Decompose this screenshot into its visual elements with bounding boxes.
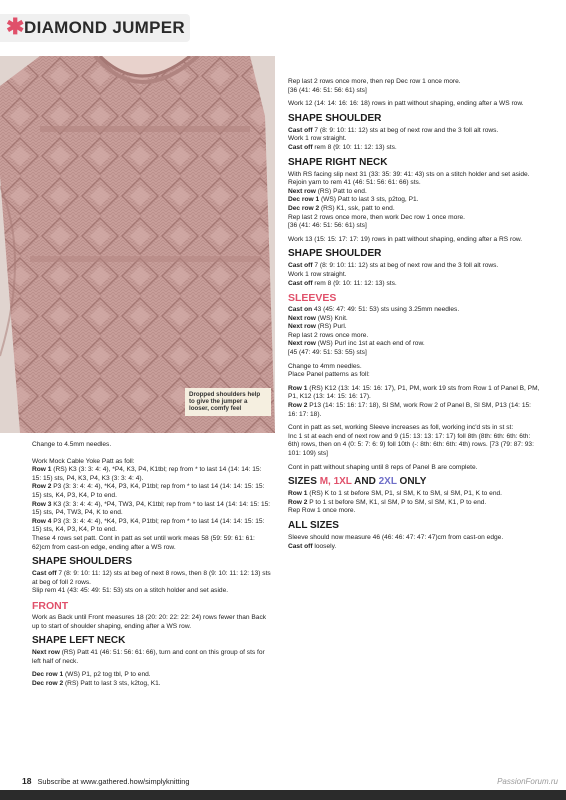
- section-heading: SHAPE RIGHT NECK: [288, 156, 388, 168]
- text: Cast off loosely.: [288, 542, 337, 550]
- row-instruction: Row 3 K3 (3: 3: 4: 4: 4), *P4, TW3, P4, K1tbl; rep from * to last 14 (14: 14: 15: 15: 15) sts, P4, TW3, P4, K to end.: [32, 500, 271, 517]
- text: Cast on 43 (45: 47: 49: 51: 53) sts using 3.25mm needles.: [288, 306, 460, 314]
- text: Rep last 2 rows once more, then rep Dec row 1 once more.: [288, 78, 461, 85]
- section-heading: SHAPE LEFT NECK: [32, 635, 126, 647]
- jumper-image: [0, 56, 275, 433]
- text: Dec row 1 (WS) Patt to last 3 sts, p2tog, P1.: [288, 196, 419, 204]
- text: Cast off 7 (8: 9: 10: 11: 12) sts at beg of next 8 rows, then 8 (9: 10: 11: 12: 13) sts at beg of foll 2 rows.: [32, 570, 271, 586]
- text: Next row (WS) Purl inc 1st at each end of row.: [288, 340, 425, 348]
- subscribe-link[interactable]: Subscribe at www.gathered.how/simplyknitting: [37, 777, 190, 786]
- page-number: 18: [22, 776, 32, 786]
- text: Change to 4.5mm needles.: [32, 441, 112, 448]
- text: Slip rem 41 (43: 45: 49: 51: 53) sts on a stitch holder and set aside.: [32, 587, 229, 595]
- text: Row 1 (RS) K to 1 st before SM, P1, sl SM, K to SM, sl SM, P1, K to end.: [288, 490, 503, 498]
- right-column: [288, 78, 540, 551]
- section-heading: SHAPE SHOULDER: [288, 248, 382, 260]
- row-instruction: Row 4 P3 (3: 3: 4: 4: 4), *K4, P3, K4, P1tbl; rep from * to last 14 (14: 14: 15: 15: 15) sts, K4, P3, K4, P to end.: [32, 517, 265, 534]
- text: Work 1 row straight.: [288, 270, 347, 278]
- watermark: PassionForum.ru: [497, 777, 558, 786]
- section-heading: FRONT: [32, 599, 69, 612]
- text: Dec row 2 (RS) K1, ssk, patt to end.: [288, 204, 395, 212]
- text: Work Mock Cable Yoke Patt as foll:: [32, 457, 135, 465]
- text: Cast off 7 (8: 9: 10: 11: 12) sts at beg of next row and the 3 foll alt rows.: [288, 126, 499, 134]
- text: [45 (47: 49: 51: 53: 55) sts]: [288, 349, 367, 357]
- text: Row 2 P13 (14: 15: 16: 17: 18), Sl SM, work Row 2 of Panel B, Sl SM, P13 (14: 15: 16: 17: 18).: [288, 402, 531, 418]
- section-heading: ALL SIZES: [288, 519, 339, 531]
- text: Place Panel patterns as foll:: [288, 371, 370, 379]
- text: Work 12 (14: 14: 16: 16: 18) rows in patt without shaping, ending after a WS row.: [288, 100, 524, 108]
- section-heading: SIZES M, 1XL AND 2XL ONLY: [288, 476, 427, 488]
- text: Dec row 1 (WS) P1, p2 tog tbl, P to end.: [32, 671, 151, 679]
- photo-caption: Dropped shoulders help to give the jumper a looser, comfy feel: [185, 388, 271, 416]
- jumper-photo: [0, 56, 275, 433]
- footer: [22, 776, 189, 786]
- text: Cont in patt as set, working Sleeve increases as foll, working inc'd sts in st st:: [288, 424, 514, 432]
- section-heading: SHAPE SHOULDERS: [32, 556, 133, 568]
- text: [36 (41: 46: 51: 56: 61) sts]: [288, 222, 367, 230]
- text: Next row (WS) Knit.: [288, 314, 348, 322]
- text: With RS facing slip next 31 (33: 35: 39: 41: 43) sts on a stitch holder and set aside. Rejoin yarn to rem 41 (46: 51: 56: 61: 66) sts.: [288, 170, 530, 187]
- text: Cast off 7 (8: 9: 10: 11: 12) sts at beg of next row and the 3 foll alt rows.: [288, 262, 499, 270]
- text: Next row (RS) Patt to end.: [288, 187, 367, 195]
- text: Work 13 (15: 15: 17: 17: 19) rows in patt without shaping, ending after a RS row.: [288, 235, 523, 243]
- text: Rep last 2 rows once more, then work Dec row 1 once more.: [288, 213, 466, 221]
- text: Cont in patt without shaping until 8 reps of Panel B are complete.: [288, 463, 478, 471]
- section-heading: SHAPE SHOULDER: [288, 112, 382, 124]
- left-column: [32, 441, 272, 688]
- row-instruction: Row 2 P3 (3: 3: 4: 4: 4), *K4, P3, K4, P1tbl; rep from * to last 14 (14: 14: 15: 15: 15) sts, K4, P3, K4, P to end.: [32, 483, 265, 499]
- page-title: DIAMOND JUMPER: [24, 18, 185, 37]
- asterisk-icon: ✱: [6, 14, 25, 39]
- text: These 4 rows set patt. Cont in patt as set until work meas 58 (59: 59: 61: 61: 62)cm from cast-on edge, ending after a WS row.: [32, 534, 255, 551]
- text: Sleeve should now measure 46 (46: 46: 47: 47: 47)cm from cast-on edge.: [288, 533, 504, 541]
- text: Rep Row 1 once more.: [288, 507, 356, 515]
- text: Row 2 P to 1 st before SM, K1, sl SM, P to SM, sl SM, K1, P to end.: [288, 498, 487, 506]
- text: Cast off rem 8 (9: 10: 11: 12: 13) sts.: [288, 143, 397, 151]
- text: Inc 1 st at each end of next row and 9 (15: 13: 13: 17: 17) foll 8th (8th: 6th: 6th: 6th: 6th) rows, then on 4 (0: 5: 7: 6: 9) foll 10th (-: 8th: 6th: 6th: 4th) rows. [73 (79: 87: 93: 101: 109) sts]: [288, 432, 534, 457]
- section-heading: SLEEVES: [288, 292, 337, 305]
- text: Row 1 (RS) K12 (13: 14: 15: 16: 17), P1, PM, work 19 sts from Row 1 of Panel B, PM, P1, K12 (13: 14: 15: 16: 17).: [288, 384, 540, 401]
- text: Next row (RS) Patt 41 (46: 51: 56: 61: 66), turn and cont on this group of sts for left half of neck.: [32, 649, 265, 665]
- row-instruction: Row 1 (RS) K3 (3: 3: 4: 4), *P4, K3, P4, K1tbl; rep from * to last 14 (14: 14: 15: 15: 15) sts, P4, K3, P4, K3 (3: 3: 4: 4).: [32, 466, 262, 482]
- text: Dec row 2 (RS) Patt to last 3 sts, k2tog, K1.: [32, 679, 161, 687]
- text: Rep last 2 rows once more.: [288, 331, 369, 339]
- text: Work 1 row straight.: [288, 135, 347, 143]
- footer-rule: [0, 790, 566, 800]
- text: Cast off rem 8 (9: 10: 11: 12: 13) sts.: [288, 279, 397, 287]
- text: Change to 4mm needles.: [288, 362, 362, 370]
- text: Work as Back until Front measures 18 (20: 20: 22: 22: 24) rows fewer than Back up to start of shoulder shaping, ending after a WS row.: [32, 613, 267, 630]
- text: [36 (41: 46: 51: 56: 61) sts]: [288, 86, 367, 94]
- text: Next row (RS) Purl.: [288, 323, 347, 331]
